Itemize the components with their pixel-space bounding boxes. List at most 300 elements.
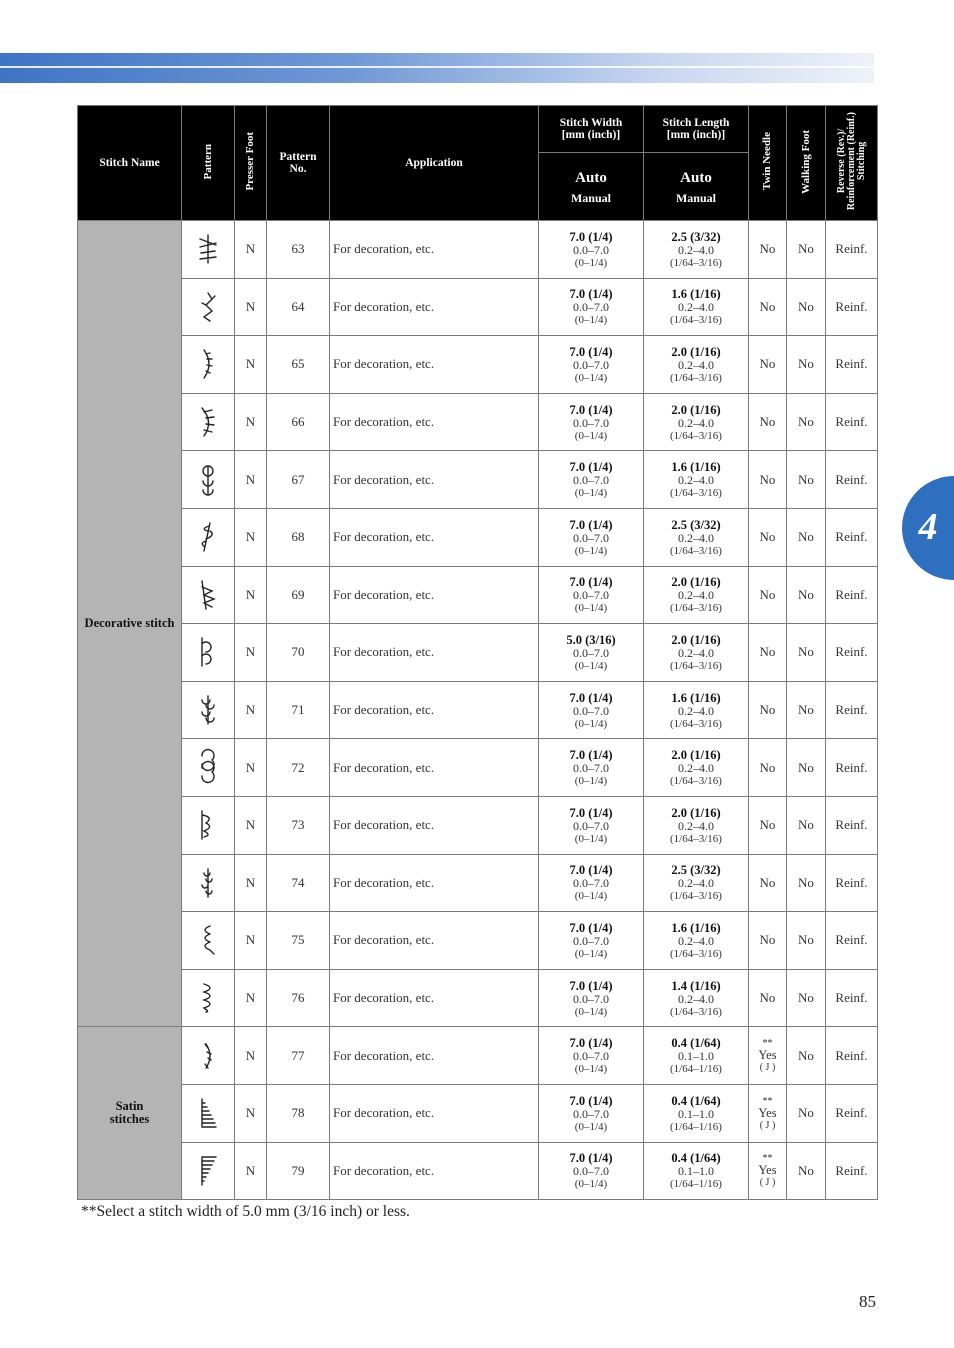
width-manual-inch: (0–1/4) <box>574 314 608 327</box>
header-walking-foot <box>787 106 826 221</box>
decorative-stitch-76-icon <box>188 978 228 1018</box>
pattern-no-cell: 69 <box>267 566 330 624</box>
decorative-stitch-71-icon <box>188 690 228 730</box>
reverse-cell: Reinf. <box>826 1142 878 1200</box>
pattern-cell <box>182 912 235 970</box>
walking-foot-cell: No <box>787 221 826 279</box>
header-reverse-label: Reverse (Rev.)/ Reinforcement (Reinf.) Stitching <box>835 112 867 211</box>
decorative-stitch-65-icon <box>188 344 228 384</box>
walking-foot-cell: No <box>787 796 826 854</box>
stitch-length-cell <box>644 221 749 279</box>
stitch-length-cell <box>644 854 749 912</box>
pattern-cell <box>182 393 235 451</box>
width-auto: 7.0 (1/4) <box>569 748 613 763</box>
header-length-auto-manual <box>644 153 749 221</box>
pattern-no-cell: 78 <box>267 1084 330 1142</box>
reverse-cell: Reinf. <box>826 681 878 739</box>
stitch-width-cell <box>539 912 644 970</box>
table-row <box>78 739 878 797</box>
reverse-cell: Reinf. <box>826 796 878 854</box>
width-auto: 7.0 (1/4) <box>569 978 613 993</box>
walking-foot-cell: No <box>787 451 826 509</box>
presser-foot-cell: N <box>235 566 267 624</box>
stitch-width-cell <box>539 221 644 279</box>
length-manual-mm: 0.2–4.0 <box>678 473 714 488</box>
width-manual-inch: (0–1/4) <box>574 1063 608 1076</box>
application-cell: For decoration, etc. <box>330 624 539 682</box>
width-manual-mm: 0.0–7.0 <box>573 530 609 545</box>
pattern-no-cell: 71 <box>267 681 330 739</box>
length-manual-mm: 0.2–4.0 <box>678 242 714 257</box>
pattern-no-cell: 70 <box>267 624 330 682</box>
stitch-width-cell <box>539 336 644 394</box>
twin-needle-foot: ( J ) <box>759 1119 776 1131</box>
length-auto: 2.5 (3/32) <box>671 229 721 244</box>
application-cell: For decoration, etc. <box>330 336 539 394</box>
walking-foot-cell: No <box>787 508 826 566</box>
stitch-length-cell <box>644 1027 749 1085</box>
header-presser-foot <box>235 106 267 221</box>
reverse-cell: Reinf. <box>826 508 878 566</box>
decorative-stitch-70-icon <box>188 632 228 672</box>
walking-foot-cell: No <box>787 1142 826 1200</box>
pattern-no-cell: 67 <box>267 451 330 509</box>
table-row <box>78 681 878 739</box>
width-manual-inch: (0–1/4) <box>574 1120 608 1133</box>
stitch-length-cell <box>644 393 749 451</box>
walking-foot-cell: No <box>787 624 826 682</box>
pattern-no-cell: 63 <box>267 221 330 279</box>
length-manual-mm: 0.2–4.0 <box>678 761 714 776</box>
length-manual-mm: 0.2–4.0 <box>678 703 714 718</box>
walking-foot-cell: No <box>787 912 826 970</box>
decorative-stitch-74-icon <box>188 863 228 903</box>
page-number: 85 <box>859 1292 876 1311</box>
length-auto: 2.0 (1/16) <box>671 344 721 359</box>
pattern-no-cell: 75 <box>267 912 330 970</box>
length-manual-mm: 0.2–4.0 <box>678 876 714 891</box>
width-manual-mm: 0.0–7.0 <box>573 818 609 833</box>
application-cell: For decoration, etc. <box>330 739 539 797</box>
width-manual-mm: 0.0–7.0 <box>573 991 609 1006</box>
presser-foot-cell: N <box>235 451 267 509</box>
stitch-width-cell <box>539 393 644 451</box>
table-row <box>78 1084 878 1142</box>
length-manual-mm: 0.2–4.0 <box>678 300 714 315</box>
table-row <box>78 451 878 509</box>
reverse-cell: Reinf. <box>826 451 878 509</box>
pattern-no-cell: 73 <box>267 796 330 854</box>
length-manual-inch: (1/64–1/16) <box>670 1120 722 1133</box>
length-manual-inch: (1/64–3/16) <box>670 314 722 327</box>
stitch-width-cell <box>539 1027 644 1085</box>
width-manual-mm: 0.0–7.0 <box>573 933 609 948</box>
application-cell: For decoration, etc. <box>330 854 539 912</box>
twin-needle-cell: No <box>749 451 787 509</box>
length-manual-inch: (1/64–3/16) <box>670 947 722 960</box>
width-auto: 5.0 (3/16) <box>566 632 616 647</box>
header-application: Application <box>330 106 539 221</box>
table-row <box>78 796 878 854</box>
stitch-length-cell <box>644 336 749 394</box>
pattern-cell <box>182 796 235 854</box>
width-manual-inch: (0–1/4) <box>574 544 608 557</box>
stitch-width-cell <box>539 681 644 739</box>
decorative-stitch-73-icon <box>188 805 228 845</box>
twin-needle-cell: No <box>749 566 787 624</box>
satin-stitch-78-icon <box>188 1093 228 1133</box>
length-manual-mm: 0.1–1.0 <box>678 1049 714 1064</box>
twin-needle-cell: No <box>749 681 787 739</box>
width-manual-mm: 0.0–7.0 <box>573 357 609 372</box>
pattern-cell <box>182 739 235 797</box>
width-manual-mm: 0.0–7.0 <box>573 761 609 776</box>
twin-needle-cell: No <box>749 336 787 394</box>
length-manual-inch: (1/64–3/16) <box>670 602 722 615</box>
walking-foot-cell: No <box>787 969 826 1027</box>
application-cell: For decoration, etc. <box>330 1084 539 1142</box>
table-row <box>78 278 878 336</box>
twin-needle-cell: No <box>749 508 787 566</box>
twin-needle-note-mark: ** <box>762 1095 773 1107</box>
width-manual-inch: (0–1/4) <box>574 659 608 672</box>
table-row <box>78 1027 878 1085</box>
width-manual-mm: 0.0–7.0 <box>573 242 609 257</box>
chapter-number: 4 <box>918 506 938 548</box>
length-manual-inch: (1/64–3/16) <box>670 544 722 557</box>
length-manual-mm: 0.2–4.0 <box>678 645 714 660</box>
reverse-cell: Reinf. <box>826 566 878 624</box>
length-manual-inch: (1/64–3/16) <box>670 832 722 845</box>
length-auto: 2.0 (1/16) <box>671 805 721 820</box>
width-manual-inch: (0–1/4) <box>574 371 608 384</box>
application-cell: For decoration, etc. <box>330 508 539 566</box>
length-manual-inch: (1/64–3/16) <box>670 371 722 384</box>
presser-foot-cell: N <box>235 969 267 1027</box>
length-auto: 0.4 (1/64) <box>671 1151 721 1166</box>
decorative-stitch-67-icon <box>188 460 228 500</box>
walking-foot-cell: No <box>787 1084 826 1142</box>
stitch-width-cell <box>539 624 644 682</box>
presser-foot-cell: N <box>235 1142 267 1200</box>
width-manual-mm: 0.0–7.0 <box>573 703 609 718</box>
width-manual-mm: 0.0–7.0 <box>573 876 609 891</box>
header-twin-needle <box>749 106 787 221</box>
presser-foot-cell: N <box>235 681 267 739</box>
twin-needle-note-mark: ** <box>762 1153 773 1165</box>
table-row <box>78 336 878 394</box>
application-cell: For decoration, etc. <box>330 451 539 509</box>
pattern-no-cell: 72 <box>267 739 330 797</box>
decorative-stitch-75-icon <box>188 920 228 960</box>
pattern-no-cell: 74 <box>267 854 330 912</box>
walking-foot-cell: No <box>787 278 826 336</box>
length-manual-inch: (1/64–3/16) <box>670 256 722 269</box>
length-auto-label: Auto <box>680 169 712 186</box>
width-auto-label: Auto <box>575 169 607 186</box>
stitch-width-cell <box>539 1142 644 1200</box>
length-manual-mm: 0.2–4.0 <box>678 357 714 372</box>
presser-foot-cell: N <box>235 278 267 336</box>
satin-stitch-79-icon <box>188 1151 228 1191</box>
application-cell: For decoration, etc. <box>330 969 539 1027</box>
pattern-cell <box>182 1027 235 1085</box>
length-manual-mm: 0.2–4.0 <box>678 530 714 545</box>
stitch-width-cell <box>539 854 644 912</box>
application-cell: For decoration, etc. <box>330 566 539 624</box>
decorative-stitch-69-icon <box>188 575 228 615</box>
twin-needle-foot: ( J ) <box>759 1062 776 1074</box>
reverse-cell: Reinf. <box>826 278 878 336</box>
header-width-auto-manual <box>539 153 644 221</box>
walking-foot-cell: No <box>787 336 826 394</box>
length-manual-label: Manual <box>675 190 716 205</box>
width-auto: 7.0 (1/4) <box>569 287 613 302</box>
header-stitch-name: Stitch Name <box>78 106 182 221</box>
presser-foot-cell: N <box>235 1027 267 1085</box>
header-pattern <box>182 106 235 221</box>
application-cell: For decoration, etc. <box>330 393 539 451</box>
reverse-cell: Reinf. <box>826 221 878 279</box>
length-manual-inch: (1/64–3/16) <box>670 890 722 903</box>
header-stitch-width: Stitch Width [mm (inch)] <box>539 106 644 153</box>
application-cell: For decoration, etc. <box>330 1027 539 1085</box>
presser-foot-cell: N <box>235 796 267 854</box>
reverse-cell: Reinf. <box>826 969 878 1027</box>
table-row <box>78 393 878 451</box>
pattern-cell <box>182 221 235 279</box>
twin-needle-value: Yes <box>758 1048 777 1063</box>
stitch-length-cell <box>644 1142 749 1200</box>
presser-foot-cell: N <box>235 336 267 394</box>
presser-foot-cell: N <box>235 854 267 912</box>
table-row <box>78 854 878 912</box>
twin-needle-cell: No <box>749 796 787 854</box>
width-manual-mm: 0.0–7.0 <box>573 1049 609 1064</box>
length-manual-mm: 0.1–1.0 <box>678 1106 714 1121</box>
length-auto: 1.4 (1/16) <box>671 978 721 993</box>
width-auto: 7.0 (1/4) <box>569 1093 613 1108</box>
length-manual-inch: (1/64–1/16) <box>670 1063 722 1076</box>
presser-foot-cell: N <box>235 1084 267 1142</box>
footnote: **Select a stitch width of 5.0 mm (3/16 inch) or less. <box>81 1203 410 1220</box>
table-row <box>78 221 878 279</box>
walking-foot-cell: No <box>787 566 826 624</box>
width-manual-inch: (0–1/4) <box>574 602 608 615</box>
width-auto: 7.0 (1/4) <box>569 805 613 820</box>
width-manual-mm: 0.0–7.0 <box>573 415 609 430</box>
pattern-cell <box>182 1142 235 1200</box>
pattern-no-cell: 79 <box>267 1142 330 1200</box>
stitch-width-cell <box>539 739 644 797</box>
application-cell: For decoration, etc. <box>330 796 539 854</box>
header-walking-foot-label: Walking Foot <box>799 129 812 194</box>
twin-needle-note-mark: ** <box>762 1038 773 1050</box>
pattern-no-cell: 77 <box>267 1027 330 1085</box>
width-auto: 7.0 (1/4) <box>569 920 613 935</box>
table-row <box>78 624 878 682</box>
width-manual-inch: (0–1/4) <box>574 429 608 442</box>
length-manual-inch: (1/64–3/16) <box>670 1005 722 1018</box>
pattern-no-cell: 66 <box>267 393 330 451</box>
stitch-length-cell <box>644 1084 749 1142</box>
presser-foot-cell: N <box>235 393 267 451</box>
decorative-stitch-72-icon <box>188 748 228 788</box>
width-auto: 7.0 (1/4) <box>569 229 613 244</box>
decorative-stitch-63-icon <box>188 229 228 269</box>
reverse-cell: Reinf. <box>826 336 878 394</box>
satin-stitch-77-icon <box>188 1036 228 1076</box>
stitch-length-cell <box>644 739 749 797</box>
stitch-length-cell <box>644 969 749 1027</box>
width-auto: 7.0 (1/4) <box>569 402 613 417</box>
twin-needle-cell <box>749 1084 787 1142</box>
length-manual-inch: (1/64–3/16) <box>670 659 722 672</box>
twin-needle-cell: No <box>749 854 787 912</box>
stitch-width-cell <box>539 566 644 624</box>
width-auto: 7.0 (1/4) <box>569 1151 613 1166</box>
pattern-cell <box>182 451 235 509</box>
header-pattern-label: Pattern <box>201 143 214 180</box>
application-cell: For decoration, etc. <box>330 1142 539 1200</box>
width-manual-inch: (0–1/4) <box>574 1005 608 1018</box>
header-stitch-length: Stitch Length [mm (inch)] <box>644 106 749 153</box>
reverse-cell: Reinf. <box>826 393 878 451</box>
length-auto: 2.5 (3/32) <box>671 863 721 878</box>
table-row <box>78 1142 878 1200</box>
table-row <box>78 508 878 566</box>
stitch-group-name: Decorative stitch <box>78 221 182 1027</box>
width-manual-mm: 0.0–7.0 <box>573 473 609 488</box>
pattern-cell <box>182 336 235 394</box>
twin-needle-cell: No <box>749 912 787 970</box>
width-auto: 7.0 (1/4) <box>569 517 613 532</box>
length-manual-inch: (1/64–3/16) <box>670 487 722 500</box>
width-manual-inch: (0–1/4) <box>574 1178 608 1191</box>
stitch-width-cell <box>539 508 644 566</box>
header-reverse <box>826 106 878 221</box>
twin-needle-value: Yes <box>758 1163 777 1178</box>
application-cell: For decoration, etc. <box>330 912 539 970</box>
length-auto: 1.6 (1/16) <box>671 920 721 935</box>
presser-foot-cell: N <box>235 508 267 566</box>
twin-needle-cell: No <box>749 393 787 451</box>
table-row <box>78 969 878 1027</box>
width-manual-mm: 0.0–7.0 <box>573 645 609 660</box>
reverse-cell: Reinf. <box>826 624 878 682</box>
length-manual-mm: 0.2–4.0 <box>678 588 714 603</box>
table-row <box>78 912 878 970</box>
walking-foot-cell: No <box>787 1027 826 1085</box>
width-auto: 7.0 (1/4) <box>569 460 613 475</box>
width-auto: 7.0 (1/4) <box>569 863 613 878</box>
pattern-cell <box>182 1084 235 1142</box>
presser-foot-cell: N <box>235 624 267 682</box>
twin-needle-value: Yes <box>758 1105 777 1120</box>
width-manual-mm: 0.0–7.0 <box>573 1164 609 1179</box>
pattern-cell <box>182 969 235 1027</box>
pattern-no-cell: 65 <box>267 336 330 394</box>
twin-needle-cell <box>749 1142 787 1200</box>
twin-needle-cell: No <box>749 221 787 279</box>
width-manual-inch: (0–1/4) <box>574 947 608 960</box>
length-auto: 2.0 (1/16) <box>671 632 721 647</box>
stitch-length-cell <box>644 278 749 336</box>
length-auto: 2.0 (1/16) <box>671 748 721 763</box>
width-manual-label: Manual <box>570 190 611 205</box>
width-manual-inch: (0–1/4) <box>574 890 608 903</box>
length-manual-inch: (1/64–3/16) <box>670 775 722 788</box>
stitch-settings-table <box>77 105 878 1200</box>
pattern-no-cell: 68 <box>267 508 330 566</box>
pattern-cell <box>182 278 235 336</box>
twin-needle-cell: No <box>749 969 787 1027</box>
pattern-cell <box>182 681 235 739</box>
pattern-no-cell: 64 <box>267 278 330 336</box>
length-auto: 1.6 (1/16) <box>671 287 721 302</box>
pattern-cell <box>182 508 235 566</box>
stitch-length-cell <box>644 566 749 624</box>
application-cell: For decoration, etc. <box>330 221 539 279</box>
width-manual-mm: 0.0–7.0 <box>573 1106 609 1121</box>
stitch-width-cell <box>539 969 644 1027</box>
length-auto: 2.0 (1/16) <box>671 402 721 417</box>
reverse-cell: Reinf. <box>826 739 878 797</box>
length-manual-mm: 0.2–4.0 <box>678 933 714 948</box>
length-manual-mm: 0.2–4.0 <box>678 415 714 430</box>
length-manual-inch: (1/64–3/16) <box>670 429 722 442</box>
twin-needle-cell: No <box>749 624 787 682</box>
stitch-length-cell <box>644 681 749 739</box>
length-manual-mm: 0.2–4.0 <box>678 991 714 1006</box>
width-manual-mm: 0.0–7.0 <box>573 300 609 315</box>
reverse-cell: Reinf. <box>826 1084 878 1142</box>
header-pattern-no: Pattern No. <box>267 106 330 221</box>
table-row <box>78 566 878 624</box>
length-auto: 1.6 (1/16) <box>671 690 721 705</box>
twin-needle-cell: No <box>749 278 787 336</box>
length-auto: 0.4 (1/64) <box>671 1093 721 1108</box>
width-manual-inch: (0–1/4) <box>574 775 608 788</box>
pattern-cell <box>182 566 235 624</box>
walking-foot-cell: No <box>787 739 826 797</box>
length-manual-mm: 0.2–4.0 <box>678 818 714 833</box>
length-manual-mm: 0.1–1.0 <box>678 1164 714 1179</box>
width-auto: 7.0 (1/4) <box>569 690 613 705</box>
width-manual-inch: (0–1/4) <box>574 832 608 845</box>
length-auto: 2.5 (3/32) <box>671 517 721 532</box>
stitch-length-cell <box>644 624 749 682</box>
width-auto: 7.0 (1/4) <box>569 575 613 590</box>
width-manual-inch: (0–1/4) <box>574 717 608 730</box>
pattern-no-cell: 76 <box>267 969 330 1027</box>
reverse-cell: Reinf. <box>826 854 878 912</box>
twin-needle-foot: ( J ) <box>759 1177 776 1189</box>
reverse-cell: Reinf. <box>826 912 878 970</box>
stitch-length-cell <box>644 912 749 970</box>
stitch-width-cell <box>539 451 644 509</box>
width-manual-mm: 0.0–7.0 <box>573 588 609 603</box>
decorative-stitch-66-icon <box>188 402 228 442</box>
pattern-cell <box>182 854 235 912</box>
application-cell: For decoration, etc. <box>330 278 539 336</box>
stitch-length-cell <box>644 796 749 854</box>
length-manual-inch: (1/64–1/16) <box>670 1178 722 1191</box>
width-manual-inch: (0–1/4) <box>574 256 608 269</box>
presser-foot-cell: N <box>235 221 267 279</box>
length-manual-inch: (1/64–3/16) <box>670 717 722 730</box>
header-presser-foot-label: Presser Foot <box>244 132 256 191</box>
